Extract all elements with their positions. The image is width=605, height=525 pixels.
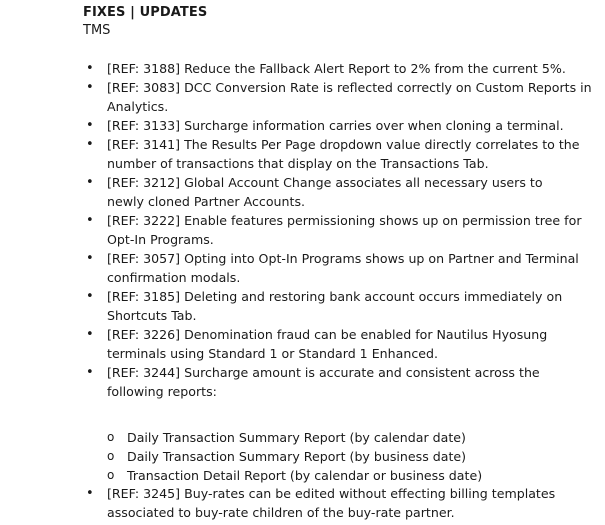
sublist-item: [0, 428, 605, 447]
report-sublist: [0, 428, 605, 485]
list-item: [0, 325, 605, 363]
fixes-list-continued: [0, 484, 605, 522]
list-item: [0, 211, 605, 249]
list-item-text: associated to buy-rate children of the buy-rate partner.: [107, 505, 455, 520]
list-item: [0, 135, 605, 173]
list-item: [0, 59, 605, 78]
list-item: [0, 173, 605, 211]
page-subtitle: TMS: [83, 23, 111, 38]
sublist-item-text: Daily Transaction Summary Report (by business date): [127, 449, 467, 464]
list-item: [0, 287, 605, 325]
list-item-text: [REF: 3057] Opting into Opt-In Programs shows up on Partner and Terminal: [107, 251, 579, 266]
bullet-icon: •: [86, 486, 94, 501]
sublist-item-text: Daily Transaction Summary Report (by calendar date): [127, 430, 466, 445]
list-item-text: terminals using Standard 1 or Standard 1 Enhanced.: [107, 346, 438, 361]
bullet-icon: •: [86, 327, 94, 342]
list-item-text: Shortcuts Tab.: [107, 308, 197, 323]
list-item: [0, 363, 605, 401]
bullet-icon: •: [86, 137, 94, 152]
list-item-text: [REF: 3141] The Results Per Page dropdown value directly correlates to the: [107, 137, 580, 152]
sublist-item-text: Transaction Detail Report (by calendar or business date): [127, 468, 483, 483]
bullet-icon: •: [86, 61, 94, 76]
list-item-text: [REF: 3222] Enable features permissioning shows up on permission tree for: [107, 213, 582, 228]
list-item: [0, 116, 605, 135]
list-item-text: [REF: 3245] Buy-rates can be edited without effecting billing templates: [107, 486, 556, 501]
list-item: [0, 249, 605, 287]
list-item-text: [REF: 3185] Deleting and restoring bank account occurs immediately on: [107, 289, 563, 304]
list-item-text: number of transactions that display on the Transactions Tab.: [107, 156, 489, 171]
bullet-icon: •: [86, 213, 94, 228]
bullet-icon: •: [86, 118, 94, 133]
circle-bullet-icon: o: [107, 468, 115, 482]
sublist-item: [0, 447, 605, 466]
list-item-text: newly cloned Partner Accounts.: [107, 194, 306, 209]
bullet-icon: •: [86, 175, 94, 190]
list-item-text: [REF: 3244] Surcharge amount is accurate and consistent across the: [107, 365, 540, 380]
bullet-icon: •: [86, 289, 94, 304]
list-item-text: [REF: 3083] DCC Conversion Rate is reflected correctly on Custom Reports in: [107, 80, 592, 95]
list-item-text: confirmation modals.: [107, 270, 241, 285]
list-item-text: [REF: 3188] Reduce the Fallback Alert Report to 2% from the current 5%.: [107, 61, 566, 76]
list-item: [0, 484, 605, 522]
list-item-text: [REF: 3133] Surcharge information carries over when cloning a terminal.: [107, 118, 564, 133]
list-item-text: Opt-In Programs.: [107, 232, 214, 247]
list-item-text: [REF: 3212] Global Account Change associates all necessary users to: [107, 175, 543, 190]
circle-bullet-icon: o: [107, 449, 115, 463]
bullet-icon: •: [86, 80, 94, 95]
bullet-icon: •: [86, 251, 94, 266]
sublist-item: [0, 466, 605, 485]
list-item-text: following reports:: [107, 384, 217, 399]
bullet-icon: •: [86, 365, 94, 380]
list-item-text: Analytics.: [107, 99, 169, 114]
circle-bullet-icon: o: [107, 430, 115, 444]
fixes-list: [0, 59, 605, 401]
list-item-text: [REF: 3226] Denomination fraud can be enabled for Nautilus Hyosung: [107, 327, 548, 342]
page-title: FIXES | UPDATES: [83, 5, 208, 20]
list-item: [0, 78, 605, 116]
